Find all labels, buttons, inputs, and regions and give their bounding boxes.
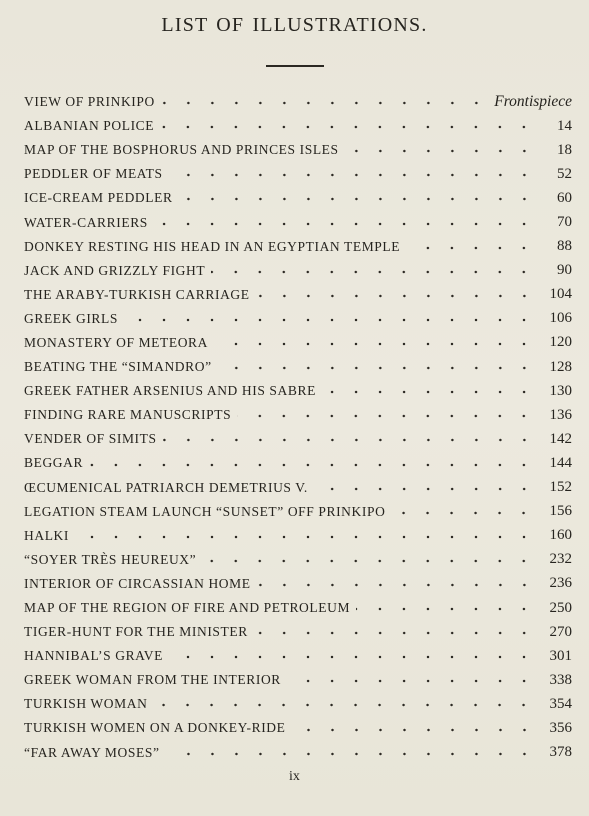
- entry-title: GREEK WOMAN FROM THE INTERIOR: [24, 672, 281, 688]
- list-item: [24, 451, 572, 475]
- entry-page-number: 18: [557, 141, 572, 158]
- entry-page-number: Frontispiece: [494, 93, 572, 111]
- entry-title: THE ARABY-TURKISH CARRIAGE: [24, 286, 250, 302]
- list-item: [24, 379, 572, 403]
- dot-leader: [322, 387, 536, 397]
- list-item: [24, 331, 572, 355]
- entry-page-number: 60: [557, 189, 572, 206]
- list-item: [24, 283, 572, 307]
- dot-leader: [161, 98, 488, 108]
- entry-title: MONASTERY OF METEORA: [24, 334, 209, 350]
- list-item: [24, 162, 572, 186]
- list-item: [24, 114, 572, 138]
- dot-leader: [202, 556, 536, 566]
- dot-leader: [166, 749, 536, 759]
- entry-page-number: 356: [549, 719, 572, 736]
- entry-page-number: 250: [549, 599, 572, 616]
- list-item: [24, 620, 572, 644]
- entry-page-number: 338: [549, 671, 572, 688]
- entry-title: VIEW OF PRINKIPO: [24, 94, 155, 110]
- entry-title: DONKEY RESTING HIS HEAD IN AN EGYPTIAN TEMPLE: [24, 238, 401, 254]
- list-item: [24, 548, 572, 572]
- entry-title: LEGATION STEAM LAUNCH “SUNSET” OFF PRINKIPO: [24, 503, 386, 519]
- dot-leader: [345, 146, 536, 156]
- entry-page-number: 301: [549, 647, 572, 664]
- entry-title: VENDER OF SIMITS: [24, 431, 157, 447]
- entry-title: INTERIOR OF CIRCASSIAN HOME: [24, 575, 251, 591]
- entry-page-number: 152: [549, 479, 572, 496]
- entry-title: ICE-CREAM PEDDLER: [24, 190, 173, 206]
- list-item: [24, 186, 572, 210]
- entry-page-number: 88: [557, 238, 572, 255]
- entry-title: ALBANIAN POLICE: [24, 118, 155, 134]
- dot-leader: [179, 194, 536, 204]
- page-folio: ix: [289, 769, 300, 784]
- list-item: [24, 90, 572, 114]
- dot-leader: [163, 435, 536, 445]
- entry-title: “SOYER TRÈS HEUREUX”: [24, 551, 197, 567]
- dot-leader: [211, 267, 536, 277]
- dot-leader: [89, 460, 536, 470]
- list-item: [24, 668, 572, 692]
- list-item: [24, 259, 572, 283]
- entry-title: MAP OF THE REGION OF FIRE AND PETROLEUM: [24, 600, 351, 616]
- dot-leader: [254, 628, 536, 638]
- dot-leader: [256, 291, 536, 301]
- entry-page-number: 14: [557, 117, 572, 134]
- entry-page-number: 106: [549, 310, 572, 327]
- entry-page-number: 90: [557, 262, 572, 279]
- entry-page-number: 136: [549, 406, 572, 423]
- list-item: [24, 524, 572, 548]
- dot-leader: [75, 532, 536, 542]
- dot-leader: [169, 170, 536, 180]
- dot-leader: [218, 363, 536, 373]
- entry-title: WATER-CARRIERS: [24, 214, 148, 230]
- entry-page-number: 270: [549, 623, 572, 640]
- list-item: [24, 307, 572, 331]
- list-item: [24, 235, 572, 259]
- entry-title: TURKISH WOMAN: [24, 696, 148, 712]
- entry-page-number: 378: [549, 744, 572, 761]
- dot-leader: [287, 676, 536, 686]
- entry-page-number: 120: [549, 334, 572, 351]
- entry-title: TURKISH WOMEN ON A DONKEY-RIDE: [24, 720, 286, 736]
- dot-leader: [154, 219, 536, 229]
- entry-title: BEATING THE “SIMANDRO”: [24, 359, 212, 375]
- list-item: [24, 596, 572, 620]
- entry-page-number: 354: [549, 695, 572, 712]
- entry-title: PEDDLER OF MEATS: [24, 166, 163, 182]
- dot-leader: [124, 315, 536, 325]
- list-item: [24, 210, 572, 234]
- dot-leader: [292, 725, 537, 735]
- dot-leader: [391, 508, 536, 518]
- list-item: [24, 716, 572, 740]
- entry-page-number: 104: [549, 286, 572, 303]
- entry-page-number: 70: [557, 214, 572, 231]
- entry-page-number: 236: [549, 575, 572, 592]
- entry-title: MAP OF THE BOSPHORUS AND PRINCES ISLES: [24, 142, 339, 158]
- dot-leader: [214, 339, 536, 349]
- dot-leader: [169, 652, 536, 662]
- dot-leader: [257, 580, 536, 590]
- entry-page-number: 160: [549, 527, 572, 544]
- dot-leader: [160, 122, 536, 132]
- list-item: [24, 355, 572, 379]
- entry-page-number: 130: [549, 382, 572, 399]
- entry-title: “FAR AWAY MOSES”: [24, 744, 160, 760]
- entry-title: HANNIBAL’S GRAVE: [24, 648, 163, 664]
- list-item: [24, 692, 572, 716]
- dot-leader: [406, 243, 536, 253]
- entry-title: GREEK GIRLS: [24, 310, 118, 326]
- dot-leader: [356, 604, 536, 614]
- entry-title: ŒCUMENICAL PATRIARCH DEMETRIUS V.: [24, 479, 308, 495]
- entry-title: BEGGAR: [24, 455, 84, 471]
- list-item: [24, 741, 572, 765]
- illustrations-list: [24, 90, 572, 765]
- dot-leader: [153, 700, 536, 710]
- entry-page-number: 156: [549, 503, 572, 520]
- entry-title: GREEK FATHER ARSENIUS AND HIS SABRE: [24, 383, 316, 399]
- list-item: [24, 572, 572, 596]
- dot-leader: [237, 411, 536, 421]
- entry-title: HALKI: [24, 527, 69, 543]
- list-item: [24, 403, 572, 427]
- entry-title: TIGER-HUNT FOR THE MINISTER: [24, 624, 248, 640]
- title-rule: [266, 65, 324, 67]
- page-title: LIST OF ILLUSTRATIONS.: [161, 14, 428, 36]
- list-item: [24, 138, 572, 162]
- entry-page-number: 232: [549, 551, 572, 568]
- entry-page-number: 144: [549, 454, 572, 471]
- entry-page-number: 142: [549, 430, 572, 447]
- list-item: [24, 644, 572, 668]
- entry-page-number: 52: [557, 165, 572, 182]
- list-item: [24, 427, 572, 451]
- entry-page-number: 128: [549, 358, 572, 375]
- list-item: [24, 476, 572, 500]
- dot-leader: [314, 484, 536, 494]
- entry-title: FINDING RARE MANUSCRIPTS: [24, 407, 232, 423]
- entry-title: JACK AND GRIZZLY FIGHT: [24, 262, 206, 278]
- list-item: [24, 500, 572, 524]
